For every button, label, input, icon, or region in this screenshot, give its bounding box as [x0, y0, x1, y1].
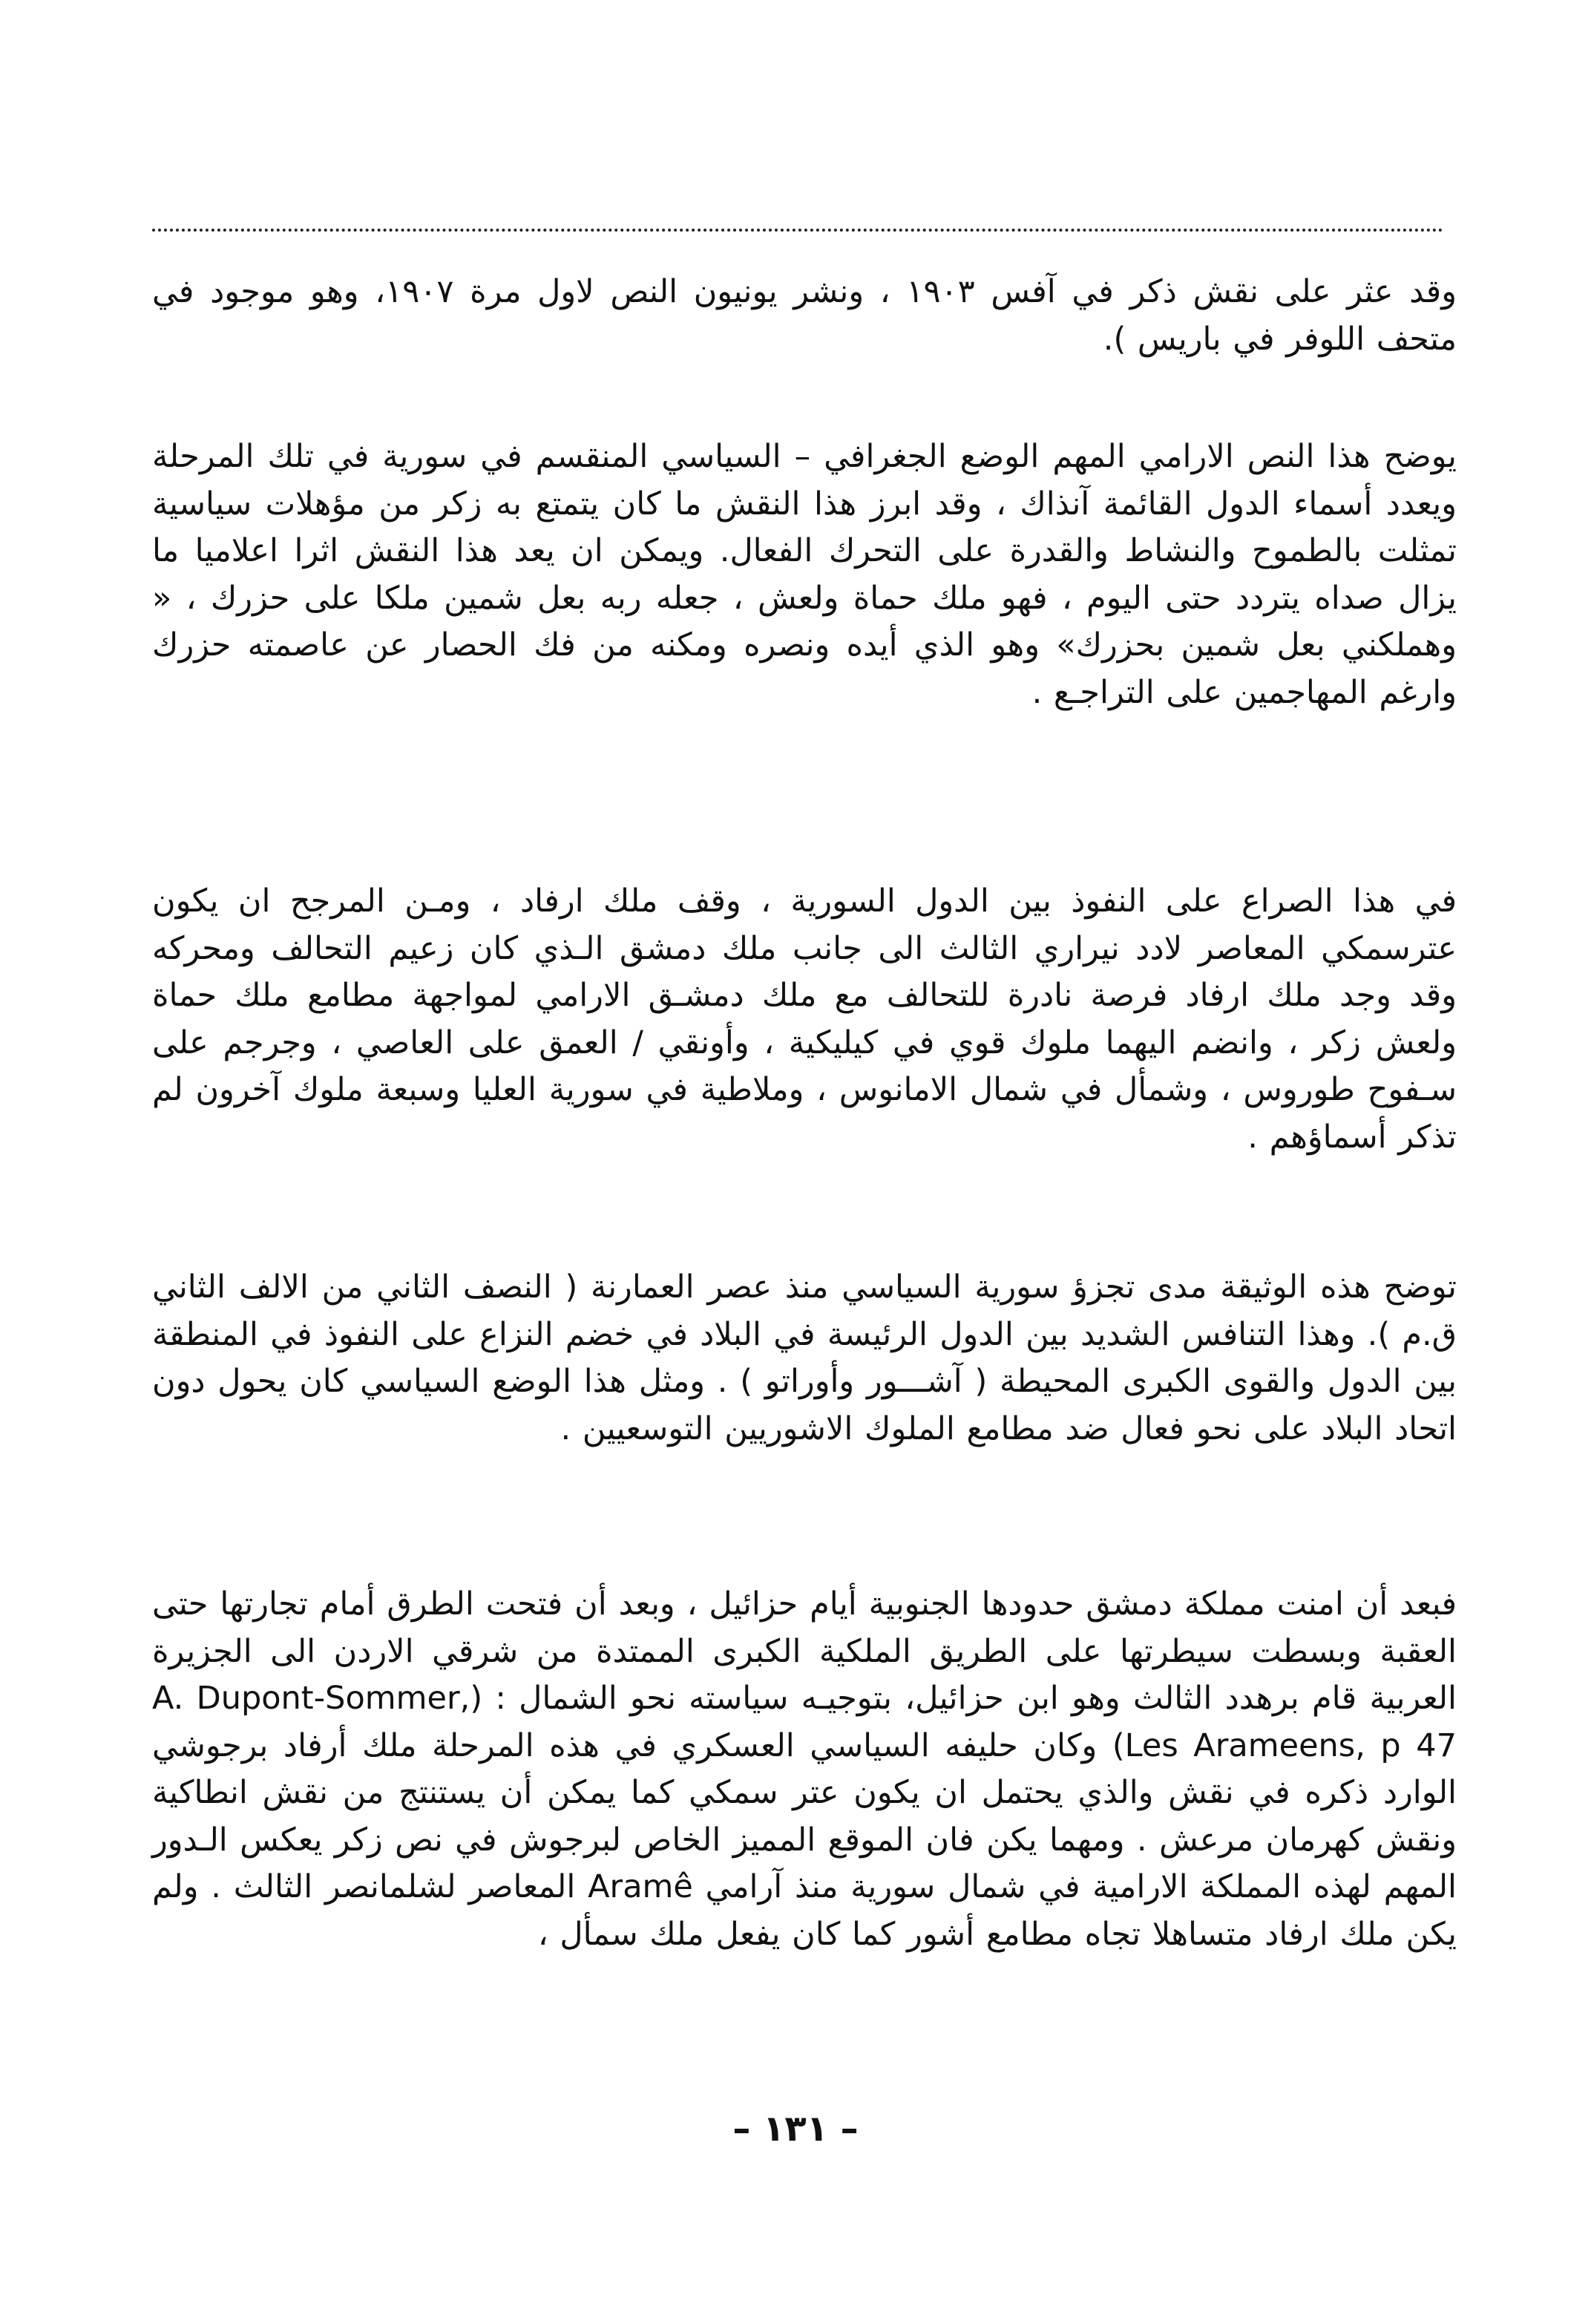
paragraph-2-text: يوضح هذا النص الارامي المهم الوضع الجغرافي – السياسي المنقسم في سورية في تلك المرحلة ويعدد أسماء الدول القائمة آنذاك ، وقد ابرز هذا النقش ما كان يتمتع به زكر من مؤهلات سياسية تمثلت بالطموح والنشاط والقدرة على التحرك الفعال. ويمكن ان يعد هذا النقش اثرا اعلاميا ما يزال صداه يتردد حتى اليوم ، فهو ملك حماة ولعش ، جعله ربه بعل شمين ملكا على حزرك ، « وهملكني بعل شمين بحزرك» وهو الذي أيده ونصره ومكنه من فك الحصار عن عاصمته حزرك وارغم المهاجمين على التراجـع .	[152, 438, 1457, 711]
page-number: – ١٣١ –	[732, 2108, 859, 2150]
paragraph-4	[152, 1264, 1457, 1453]
paragraph-1-text: وقد عثر على نقش ذكر في آفس ١٩٠٣ ، ونشر يونيون النص لاول مرة ١٩٠٧، وهو موجود في متحف اللوفر في باريس ).	[152, 273, 1457, 358]
paragraph-5	[152, 1581, 1457, 1958]
top-dotted-rule	[152, 229, 1443, 232]
paragraph-3-text: في هذا الصراع على النفوذ بين الدول السورية ، وقف ملك ارفاد ، ومـن المرجح ان يكون عترسمكي المعاصر لادد نيراري الثالث الى جانب ملك دمشق الـذي كان زعيم التحالف ومحركه وقد وجد ملك ارفاد فرصة نادرة للتحالف مع ملك دمشـق الارامي لمواجهة مطامع ملك حماة ولعش زكر ، وانضم اليهما ملوك قوي في كيليكية ، وأونقي / العمق على العاصي ، وجرجم على سـفوح طوروس ، وشمأل في شمال الامانوس ، وملاطية في سورية العليا وسبعة ملوك آخرون لم تذكر أسماؤهم .	[152, 883, 1457, 1156]
paragraph-2	[152, 433, 1457, 716]
paragraph-4-text: توضح هذه الوثيقة مدى تجزؤ سورية السياسي منذ عصر العمارنة ( النصف الثاني من الالف الثاني ق.م ). وهذا التنافس الشديد بين الدول الرئيسة في البلاد في خضم النزاع على النفوذ في المنطقة بين الدول والقوى الكبرى المحيطة ( آشـــور وأوراتو ) . ومثل هذا الوضع السياسي كان يحول دون اتحاد البلاد على نحو فعال ضد مطامع الملوك الاشوريين التوسعيين .	[152, 1269, 1457, 1447]
paragraph-1	[152, 269, 1457, 363]
paragraph-3	[152, 878, 1457, 1161]
paragraph-5-text: فبعد أن امنت مملكة دمشق حدودها الجنوبية أيام حزائيل ، وبعد أن فتحت الطرق أمام تجارتها حتى العقبة وبسطت سيطرتها على الطريق الملكية الكبرى الممتدة من شرقي الاردن الى الجزيرة العربية قام برهدد الثالث وهو ابن حزائيل، بتوجيـه سياسته نحو الشمال : (A. Dupont-Sommer, Les Arameens, p 47) وكان حليفه السياسي العسكري في هذه المرحلة ملك أرفاد برجوشي الوارد ذكره في نقش والذي يحتمل ان يكون عتر سمكي كما يمكن أن يستنتج من نقش انطاكية ونقش كهرمان مرعش . ومهما يكن فان الموقع المميز الخاص لبرجوش في نص زكر يعكس الـدور المهم لهذه المملكة الارامية في شمال سورية منذ آرامي Aramê المعاصر لشلمانصر الثالث . ولم يكن ملك ارفاد متساهلا تجاه مطامع أشور كما كان يفعل ملك سمأل ،	[152, 1585, 1457, 1953]
